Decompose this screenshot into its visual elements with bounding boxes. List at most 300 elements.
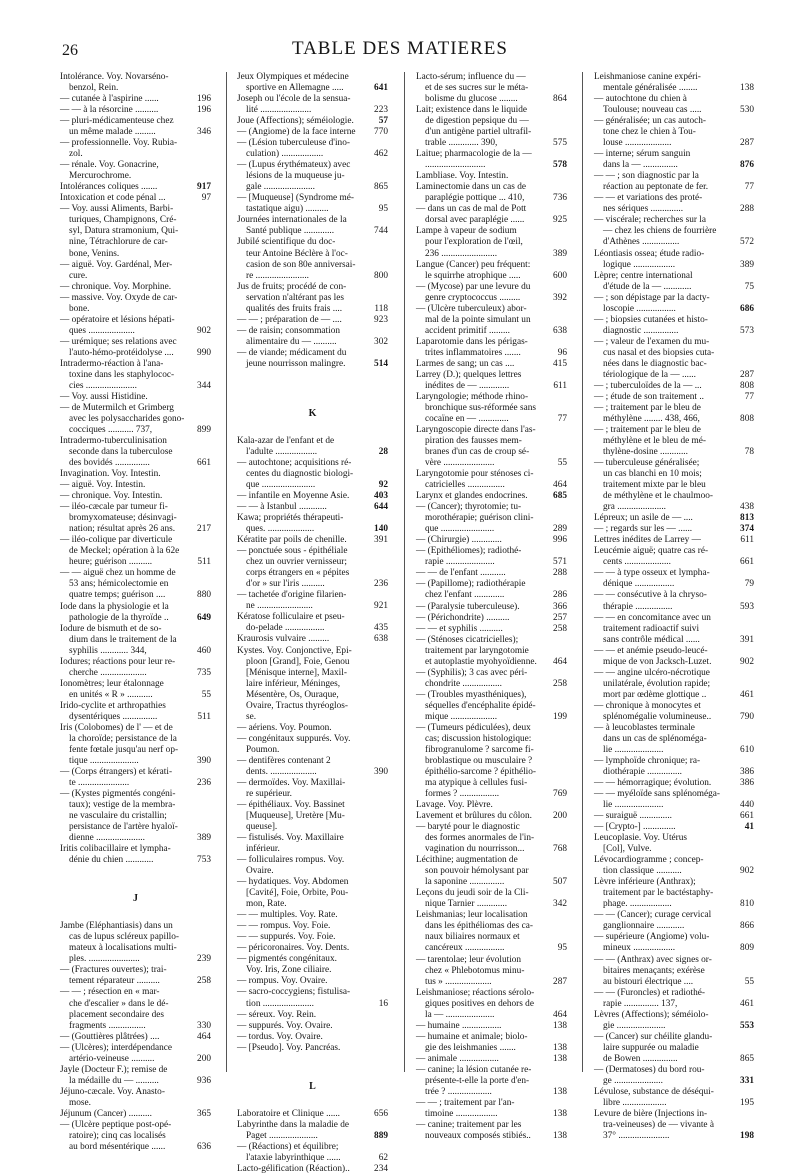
entry-text: — [Muqueuse] (Syndrome mé- [237,193,354,204]
index-entry-line [594,800,754,811]
index-entry-line [416,745,567,756]
index-entry-line [237,447,388,458]
page-ref: 344 [191,381,211,392]
index-entry-line [416,370,567,381]
index-entry-line [416,767,567,778]
index-column [416,72,567,1141]
entry-text: Kératite par poils de chenille. [237,535,347,546]
page-ref: 386 [734,767,754,778]
index-entry-line [237,557,388,568]
index-entry-line [237,690,388,701]
page-ref: 611 [734,535,754,546]
index-entry-line [60,436,211,447]
entry-text: — humaine et animale; biolo- [416,1031,528,1042]
entry-text: dans les épithéliomas des ca- [425,921,533,932]
index-entry-line [416,844,567,855]
index-entry-line [237,215,388,226]
entry-text: l'adulte .................. [246,446,318,457]
index-entry-line [594,590,754,601]
index-entry-line [416,977,567,988]
entry-text: son pouvoir hémolysant par [425,866,529,877]
index-entry-line [237,745,388,756]
index-entry-line [594,403,754,414]
entry-text: benzol, Rein. [69,83,119,94]
entry-text: de Bowen ............... [603,1053,678,1064]
page-ref: 75 [734,282,754,293]
index-entry-line [416,149,567,160]
entry-text: Irido-cyclite et arthropathies [60,700,166,711]
index-entry-line [416,657,567,668]
index-entry-line [594,171,754,182]
page-ref: 769 [547,789,567,800]
entry-text: de Meckel; opération à la 62e [69,546,180,557]
entry-text: — (Ulcères); interdépendance [60,1042,173,1053]
entry-text: et de ses sucres sur le méta- [425,83,529,94]
index-entry-line [60,1098,211,1109]
index-entry-line [594,943,754,954]
index-entry-line [60,215,211,226]
index-entry-line [237,1032,388,1043]
entry-text: gale ...................... [246,182,315,193]
index-column [237,72,388,1174]
index-entry-line [594,1043,754,1054]
index-entry-line [594,756,754,767]
page-ref: 288 [547,568,567,579]
page-ref: 511 [191,712,211,723]
entry-text: — — (Cancer); curage cervical [594,910,712,921]
index-entry-line [60,1131,211,1142]
entry-text: nes sériques .............. [603,204,684,215]
index-entry-line [594,811,754,822]
entry-text: inférieur. [246,844,280,855]
entry-text: formes ? ................. [425,789,500,800]
page-ref: 600 [547,271,567,282]
entry-text: — (Angiome) de la face interne [237,127,356,138]
index-entry-line [594,436,754,447]
page-ref: 813 [734,513,754,524]
page-ref: 636 [191,1142,211,1153]
entry-text: chez l'enfant ............. [425,590,505,601]
page-ref: 996 [547,535,567,546]
page-ref: 92 [368,480,388,491]
entry-text: mateux à localisations multi- [69,943,177,954]
entry-text: — cutanée à l'aspirine ...... [60,94,159,105]
index-entry-line [60,348,211,359]
page-ref: 217 [191,524,211,535]
entry-text: chez « Phlebotomus minu- [425,965,525,976]
entry-text: persistance de l'artère hyaloï- [69,822,178,833]
entry-text: — généralisée; un cas autoch- [594,116,707,127]
entry-text: [Ménisque interne], Maxil- [246,667,347,678]
entry-text: Larynx et glandes endocrines. [416,491,528,502]
page-ref: 810 [734,899,754,910]
entry-text: — (Syphilis); 3 cas avec péri- [416,667,528,678]
page-ref: 199 [547,712,567,723]
page-ref: 610 [734,745,754,756]
index-entry-line [237,480,388,491]
entry-text: trites inflammatoires ....... [425,347,521,358]
page-ref: 96 [547,348,567,359]
entry-text: — (Cancer); thyrotomie; tu- [416,502,522,513]
index-entry-line [60,271,211,282]
index-entry-line [594,447,754,458]
entry-text: broblastique ou musculaire ? [425,755,533,766]
entry-text: Levure de bière (Injections in- [594,1108,708,1119]
entry-text: Lèpre; centre international [594,270,693,281]
index-entry-line [60,624,211,635]
entry-text: Santé publique ............. [246,226,335,237]
entry-text: rapie ............... 137, [603,998,678,1009]
index-entry-line [594,723,754,734]
index-entry-line [416,193,567,204]
index-entry-line [594,480,754,491]
index-entry-line [416,877,567,888]
entry-text: — lymphoïde chronique; ra- [594,755,701,766]
entry-text: .......................... [425,160,486,171]
index-entry-line [594,502,754,513]
entry-text: Lèvres (Affections); séméiolo- [594,1009,709,1020]
page-ref: 656 [368,1109,388,1120]
page-ref: 415 [547,359,567,370]
index-entry-line [60,767,211,778]
index-entry-line [237,116,388,127]
index-entry-line [416,1054,567,1065]
index-entry-line [416,105,567,116]
index-entry-line [237,1054,388,1065]
index-entry-line [60,701,211,712]
page-ref: 865 [734,1054,754,1065]
index-column [594,72,754,1141]
index-entry-line [594,932,754,943]
index-entry-line [60,1120,211,1131]
page-ref: 195 [734,1098,754,1109]
index-entry-line [416,590,567,601]
index-entry-line [416,1109,567,1120]
entry-text: tériologique de la — ...... [603,369,696,380]
index-entry-line [60,668,211,679]
index-entry-line [60,646,211,657]
page-ref: 198 [734,1131,754,1142]
index-entry-line [237,1153,388,1164]
index-entry-line [60,237,211,248]
entry-text: — de Mutermilch et Grimberg [60,402,174,413]
index-entry-line [416,789,567,800]
entry-text: Leucoplasie. Voy. Utérus [594,833,688,844]
entry-text: vagination du nourrisson... [425,844,525,855]
index-entry-line [594,613,754,624]
entry-text: — (Tumeurs pédiculées), deux [416,722,531,733]
index-entry-line [416,866,567,877]
page-ref: 435 [368,623,388,634]
index-entry-line [594,635,754,646]
page-ref: 57 [368,116,388,127]
index-entry-line [60,480,211,491]
index-entry-line [416,778,567,789]
page-ref: 770 [368,127,388,138]
entry-text: qualités des fruits frais .... [246,303,343,314]
entry-text: cas; discussion histologique: [425,733,532,744]
index-entry-line [237,888,388,899]
entry-text: — pluri-médicamenteuse chez [60,116,174,127]
index-entry-line [60,557,211,568]
index-entry-line [237,1021,388,1032]
entry-text: de méthylène et le chaulmoo- [603,491,713,502]
index-entry-line [594,866,754,877]
entry-text: libre ................... [603,1097,667,1108]
index-entry-line [594,348,754,359]
entry-text: sans contrôle médical ...... [603,634,700,645]
index-entry-line [60,568,211,579]
entry-text: Laminectomie dans un cas de [416,182,526,193]
index-entry-line [237,844,388,855]
index-entry-line [237,910,388,921]
entry-text: — hydatiques. Voy. Abdomen [237,877,349,888]
index-entry-line [60,811,211,822]
entry-text: — Voy. aussi Aliments, Barbi- [60,204,174,215]
entry-text: piration des fausses mem- [425,436,522,447]
index-entry-line [60,458,211,469]
entry-text: Laryngotomie pour sténoses ci- [416,469,534,480]
index-entry-line [594,83,754,94]
page-ref: 236 [191,778,211,789]
page-ref: 258 [547,679,567,690]
page-ref: 239 [191,954,211,965]
entry-text: pathologie de la thyroïde .. [69,612,169,623]
page-ref: 234 [368,1164,388,1175]
entry-text: tra-veineuses) de — vivante à [603,1119,714,1130]
index-entry-line [60,932,211,943]
index-entry-line [237,226,388,237]
index-entry-line [237,1131,388,1142]
index-entry-line [416,249,567,260]
entry-text: — chronique. Voy. Morphine. [60,281,172,292]
page-ref: 575 [547,138,567,149]
entry-text: cure. [69,270,88,281]
entry-text: Leishmanias; leur localisation [416,910,528,921]
index-entry-line [594,690,754,701]
entry-text: Jubilé scientifique du doc- [237,237,336,248]
index-entry-line [594,105,754,116]
page-ref: 138 [547,1131,567,1142]
entry-text: traitement mixte par le bleu [603,480,706,491]
entry-text: re supérieur. [246,788,292,799]
entry-text: tion classique ........... [603,866,682,877]
index-entry-line [594,789,754,800]
index-entry-line [416,546,567,557]
entry-text: Kératose folliculaire et pseu- [237,612,345,623]
entry-text: — autochtone du chien à [594,94,687,105]
page-ref: 923 [368,315,388,326]
index-entry-line [594,1010,754,1021]
index-entry-line [60,822,211,833]
index-entry-line [237,590,388,601]
entry-text: — — ; résection en « mar- [60,987,160,998]
index-entry-line [237,1142,388,1153]
index-entry-line [60,116,211,127]
index-entry-line [594,138,754,149]
entry-text: — (Périchondrite) .......... [416,612,510,623]
entry-text: — pigmentés congénitaux. [237,954,337,965]
index-entry-line [416,337,567,348]
entry-text: chondrite ................. [425,678,502,689]
entry-text: — — (Furoncles) et radiothé- [594,987,706,998]
entry-text: servation n'altérant pas les [246,292,344,303]
entry-text: seconde dans la tuberculose [69,447,173,458]
index-entry-line [237,260,388,271]
entry-text: la choroïde; persistance de la [69,733,177,744]
column-divider [582,72,583,1072]
index-entry-line [237,193,388,204]
entry-text: — ; tuberculoïdes de la — ... [594,380,702,391]
entry-text: Jéjunum (Cancer) .......... [60,1108,152,1119]
index-entry-line [416,381,567,392]
entry-text: splénomégalie volumineuse.. [603,711,712,722]
index-entry-line [416,403,567,414]
entry-text: au bistouri électrique .... [603,976,694,987]
page-ref: 41 [734,822,754,833]
index-entry-line [60,72,211,83]
entry-text: cancéreux ................. [425,943,505,954]
page-ref: 391 [368,535,388,546]
entry-text: nation; résultat après 26 ans. [69,524,176,535]
index-entry-line [60,657,211,668]
page-ref: 902 [734,866,754,877]
index-entry-line [594,668,754,679]
index-entry-line [416,160,567,171]
index-entry-line [60,602,211,613]
index-entry-line [237,734,388,745]
index-entry-line [237,1109,388,1120]
entry-text: Mercurochrome. [69,171,132,182]
index-entry-line [416,182,567,193]
page-ref: 571 [547,557,567,568]
entry-text: Intradermo-réaction à l'ana- [60,358,164,369]
index-entry-line [237,921,388,932]
page-ref: 921 [368,601,388,612]
index-entry-line [594,966,754,977]
index-entry-line [594,1032,754,1043]
index-entry-line [416,635,567,646]
entry-text: avec les polysaccharides gono- [69,413,185,424]
entry-text: dysentériques ............... [69,711,158,722]
page-ref: 461 [734,999,754,1010]
entry-text: sportive en Allemagne ..... [246,83,344,94]
index-entry-line [594,844,754,855]
index-entry-line [416,1120,567,1131]
entry-text: nine, Tétrachlorure de car- [69,237,168,248]
page-ref: 196 [191,105,211,116]
page-ref: 138 [547,1087,567,1098]
entry-text: — — aiguë chez un homme de [60,568,176,579]
index-entry-line [60,778,211,789]
index-entry-line [416,348,567,359]
index-entry-line [60,1065,211,1076]
index-entry-line [594,149,754,160]
page-ref: 200 [191,1054,211,1065]
entry-text: — infantile en Moyenne Asie. [237,491,350,502]
page-ref: 990 [191,348,211,359]
entry-text: méthylène et le bleu de mé- [603,436,706,447]
entry-text: méthylène ........ 438, 466, [603,413,700,424]
entry-text: Laitue; pharmacologie de la — [416,149,532,160]
entry-text: — sacro-coccygiens; fistulisa- [237,987,351,998]
entry-text: — dentifères contenant 2 [237,755,331,766]
page-ref: 391 [734,635,754,646]
index-entry-line [416,723,567,734]
page-ref: 138 [547,1043,567,1054]
entry-text: — chronique à monocytes et [594,700,701,711]
page-ref: 196 [191,94,211,105]
index-entry-line [237,271,388,282]
entry-text: chez un ouvrier vernisseur; [246,557,347,568]
page-ref: 236 [368,579,388,590]
entry-text: cus nasal et des biopsies cuta- [603,347,715,358]
index-entry-line [60,613,211,624]
entry-text: au bord mésentérique ...... [69,1141,166,1152]
entry-text: que ....................... [425,524,495,535]
entry-text: mon, Rate. [246,899,287,910]
page-ref: 902 [734,657,754,668]
entry-text: et autoplastie myohyoïdienne. [425,656,537,667]
page-ref: 330 [191,1021,211,1032]
page-ref: 286 [547,590,567,601]
index-entry-line [416,734,567,745]
entry-text: trable ............. 390, [425,138,498,149]
index-entry-line [416,1032,567,1043]
page-ref: 392 [547,293,567,304]
index-entry-line [237,932,388,943]
index-entry-line [60,359,211,370]
page-ref: 649 [191,613,211,624]
page-ref: 95 [368,204,388,215]
index-entry-line [416,237,567,248]
entry-text: d'or » sur l'iris .......... [246,579,325,590]
entry-text: — tordus. Voy. Ovaire. [237,1031,323,1042]
index-entry-line [416,646,567,657]
page-ref: 78 [734,447,754,458]
index-entry-line [60,524,211,535]
entry-text: l'ataxie labyrinthique ...... [246,1152,341,1163]
index-column [60,72,211,1152]
page-ref: 917 [191,182,211,193]
index-entry-line [237,1120,388,1131]
entry-text: des bovidés ............... [69,458,150,469]
page-ref: 331 [734,1076,754,1087]
index-entry-line [237,723,388,734]
index-entry-line [237,83,388,94]
index-entry-line [594,1021,754,1032]
index-entry-line [60,943,211,954]
entry-text: Kystes. Voy. Conjonctive, Epi- [237,645,352,656]
index-entry-line [594,1109,754,1120]
page-ref: 768 [547,844,567,855]
index-entry-line [60,204,211,215]
entry-text: — (Dermatoses) du bord rou- [594,1064,705,1075]
page-ref: 302 [368,337,388,348]
entry-text: — aiguë. Voy. Gardénal, Mer- [60,259,173,270]
page-title: TABLE DES MATIERES [292,38,508,59]
entry-text: giques positives en dehors de [425,998,534,1009]
entry-text: traitement par le bactéstaphy- [603,888,714,899]
index-entry-line [416,888,567,899]
entry-text: d'Athènes ................ [603,237,680,248]
index-entry-line [60,535,211,546]
entry-text: thérapie ................ [603,601,673,612]
index-entry-line [594,679,754,690]
entry-text: placement secondaire des [69,1009,164,1020]
entry-text: Intolérances coliques ....... [60,182,158,193]
entry-text: Lait; existence dans le liquide [416,105,528,116]
